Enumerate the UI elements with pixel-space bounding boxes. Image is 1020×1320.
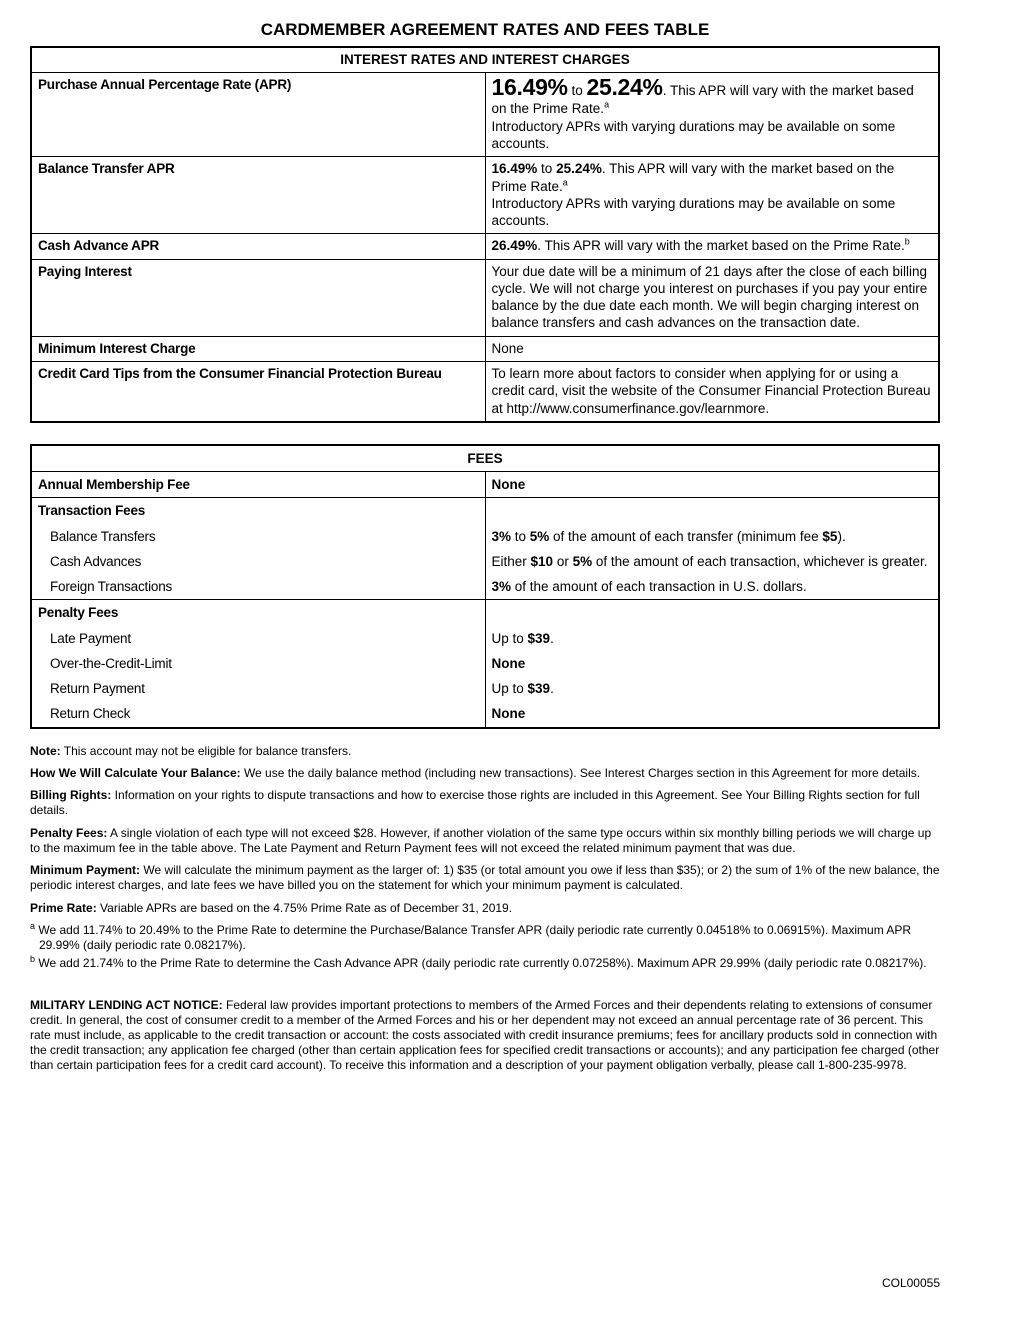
row-transaction-fees-section <box>31 498 939 524</box>
notes-section <box>30 744 940 972</box>
purchase-apr-rates: 16.49% to 25.24%. This APR will vary with the market based on the Prime Rate.$^a$ <box>491 74 914 116</box>
row-penalty-fees-section <box>31 600 939 626</box>
balance-transfers-fee-value: 3% to 5% of the amount of each transfer (minimum fee $5). <box>491 528 846 544</box>
row-late-payment-fee <box>31 626 939 651</box>
annual-membership-fee-value: None <box>485 472 939 498</box>
foreign-transactions-fee-value: 3% of the amount of each transaction in U.S. dollars. <box>491 579 807 595</box>
row-paying-interest <box>31 259 939 336</box>
purchase-apr-cell <box>485 73 939 157</box>
balance-transfer-apr-cell <box>485 157 939 234</box>
footnote-a: $^a$ We add 11.74% to 20.49% to the Prime Rate to determine the Purchase/Balance Transfer APR (daily periodic rate currently 0.04518% to 0.06915%). Maximum APR 29.99% (daily periodic rate 0.08217%). <box>30 920 912 953</box>
row-foreign-transactions-fee <box>31 574 939 600</box>
row-return-payment-fee <box>31 676 939 701</box>
row-return-check-fee <box>31 701 939 727</box>
balance-transfer-apr-label: Balance Transfer APR <box>31 157 485 234</box>
footnote-b: $^b$ We add 21.74% to the Prime Rate to determine the Cash Advance APR (daily periodic rate currently 0.07258%). Maximum APR 29.99% (daily periodic rate 0.08217%). <box>30 954 927 971</box>
return-payment-fee-value: Up to $39. <box>491 681 554 697</box>
row-balance-transfer-apr <box>31 157 939 234</box>
military-lending-act-notice: MILITARY LENDING ACT NOTICE: Federal law provides important protections to members of the Armed Forces and their dependents relating to extensions of consumer credit. In general, the cost of consumer credit to a member of the Armed Forces and his or her dependent may not exceed an annual percentage rate of 36 percent. This rate must include, as applicable to the credit transaction or account: the costs associated with credit insurance premiums; fees for ancillary products sold in connection with the credit transaction; any application fee charged (other than certain application fees for specified credit transactions or accounts); and any participation fee charged (other than certain participation fees for a credit card account). To receive this information and a description of your payment obligation verbally, please call 1-800-235-9978. <box>30 997 940 1073</box>
note-penalty-fees: Penalty Fees: A single violation of each type will not exceed $28. However, if another violation of the same type occurs within six monthly billing periods we will charge up to the maximum fee in the table above. The Late Payment and Return Payment fees will not exceed the related minimum payment that was due. <box>30 825 932 855</box>
document-code: COL00055 <box>881 1276 940 1290</box>
transaction-fees-section-empty-cell <box>485 498 939 524</box>
balance-transfer-apr-intro-note: Introductory APRs with varying durations may be available on some accounts. <box>491 195 896 229</box>
fees-table <box>30 444 940 729</box>
penalty-fees-section-empty-cell <box>485 600 939 626</box>
cash-advances-fee-label: Cash Advances <box>31 549 485 574</box>
note-prime-rate: Prime Rate: Variable APRs are based on the 4.75% Prime Rate as of December 31, 2019. <box>30 900 513 915</box>
minimum-interest-charge-label: Minimum Interest Charge <box>31 336 485 361</box>
over-the-credit-limit-fee-label: Over-the-Credit-Limit <box>31 651 485 676</box>
cash-advance-apr-cell <box>485 234 939 259</box>
row-credit-card-tips <box>31 361 939 421</box>
interest-table-header-row <box>31 47 939 73</box>
row-purchase-apr <box>31 73 939 157</box>
interest-rates-table <box>30 46 940 423</box>
note-balance-transfer-eligibility: Note: This account may not be eligible for balance transfers. <box>30 743 352 758</box>
credit-card-tips-label: Credit Card Tips from the Consumer Financial Protection Bureau <box>31 361 485 421</box>
table-spacer <box>30 423 940 444</box>
row-cash-advances-fee <box>31 549 939 574</box>
cash-advance-apr-label: Cash Advance APR <box>31 234 485 259</box>
foreign-transactions-fee-label: Foreign Transactions <box>31 574 485 600</box>
fees-table-header-row <box>31 445 939 472</box>
late-payment-fee-label: Late Payment <box>31 626 485 651</box>
minimum-interest-charge-value: None <box>485 336 939 361</box>
penalty-fees-section-label: Penalty Fees <box>31 600 485 626</box>
row-minimum-interest-charge <box>31 336 939 361</box>
fees-table-header: FEES <box>467 450 503 466</box>
credit-card-tips-text: To learn more about factors to consider when applying for or using a credit card, visit the website of the Consumer Financial Protection Bureau at http://www.consumerfinance.gov/learnmore. <box>485 361 939 421</box>
purchase-apr-label: Purchase Annual Percentage Rate (APR) <box>31 73 485 157</box>
row-annual-membership-fee <box>31 472 939 498</box>
annual-membership-fee-label: Annual Membership Fee <box>31 472 485 498</box>
row-balance-transfers-fee <box>31 524 939 549</box>
return-check-fee-label: Return Check <box>31 701 485 727</box>
row-over-the-credit-limit-fee <box>31 651 939 676</box>
cash-advances-fee-value: Either $10 or 5% of the amount of each transaction, whichever is greater. <box>491 553 928 569</box>
return-check-fee-value: None <box>491 706 526 722</box>
interest-table-header: INTEREST RATES AND INTEREST CHARGES <box>340 52 630 67</box>
paying-interest-label: Paying Interest <box>31 259 485 336</box>
paying-interest-text: Your due date will be a minimum of 21 days after the close of each billing cycle. We will not charge you interest on purchases if you pay your entire balance by the due date each month. We will begin charging interest on balance transfers and cash advances on the transaction date. <box>485 259 939 336</box>
over-the-credit-limit-fee-value: None <box>491 655 526 671</box>
return-payment-fee-label: Return Payment <box>31 676 485 701</box>
note-minimum-payment: Minimum Payment: We will calculate the minimum payment as the larger of: 1) $35 (or total amount you owe if less than $35); or 2) the sum of 1% of the new balance, the periodic interest charges, and late fees we have billed you on the statement for which your minimum payment is calculated. <box>30 863 940 893</box>
balance-transfers-fee-label: Balance Transfers <box>31 524 485 549</box>
row-cash-advance-apr <box>31 234 939 259</box>
cash-advance-apr-rate: 26.49%. This APR will vary with the market based on the Prime Rate.$^b$ <box>491 236 910 254</box>
note-billing-rights: Billing Rights: Information on your rights to dispute transactions and how to exercise those rights are included in this Agreement. See Your Billing Rights section for full details. <box>30 788 920 818</box>
late-payment-fee-value: Up to $39. <box>491 630 554 646</box>
page-title: CARDMEMBER AGREEMENT RATES AND FEES TABLE <box>260 20 710 39</box>
balance-transfer-apr-rates: 16.49% to 25.24%. This APR will vary with the market based on the Prime Rate.$^a$ <box>491 161 895 194</box>
transaction-fees-section-label: Transaction Fees <box>31 498 485 524</box>
purchase-apr-intro-note: Introductory APRs with varying durations may be available on some accounts. <box>491 118 896 152</box>
note-balance-calculation: How We Will Calculate Your Balance: We use the daily balance method (including new transactions). See Interest Charges section in this Agreement for more details. <box>30 765 921 780</box>
